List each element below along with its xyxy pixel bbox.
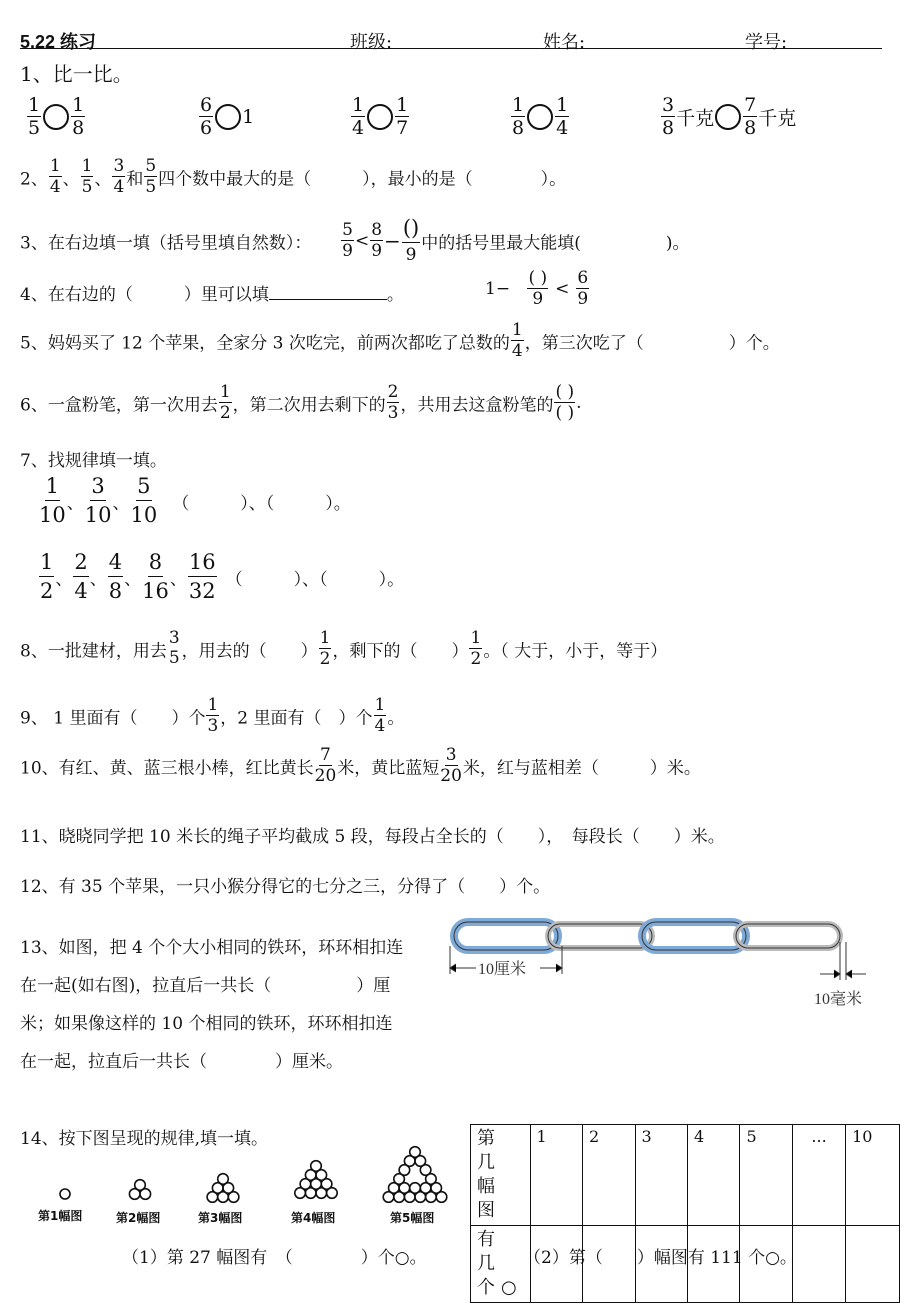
fraction: $\frac{6}{6}$ [200, 94, 213, 139]
q2-question: 2、 $\frac{1}{4}$ 、 $\frac{1}{5}$ 、 $\frac{3}{4}$ 和 $\frac{5}{5}$ 四个数中最大的是（ ），最小的是（ ）。 [20, 156, 567, 197]
compare-circle-blank[interactable] [527, 104, 553, 130]
compare-circle-blank[interactable] [215, 104, 241, 130]
table-cell: ... [792, 1125, 845, 1226]
q1-item-4 [510, 96, 570, 138]
figure-label-4: 第4幅图 [291, 1211, 336, 1225]
q4-question: 4、在右边的（ ）里可以填 。 [20, 285, 404, 305]
q1-item-1 [26, 96, 86, 138]
q7-row-1: $\frac{1}{10}$ 、 $\frac{3}{10}$ 、 $\frac{5}{10}$ （ ）、（ ）。 [39, 474, 351, 527]
compare-circle-blank[interactable] [43, 104, 69, 130]
q12-question: 12、有 35 个苹果，一只小猴分得它的七分之三，分得了（ ）个。 [20, 877, 551, 897]
fraction: $\frac{1}{4}$ [556, 94, 569, 139]
pattern-table [470, 1124, 900, 1303]
thickness-label: 10毫米 [814, 991, 863, 1008]
q7-label: 7、找规律填一填。 [20, 451, 167, 471]
name-label: 姓名: [543, 32, 586, 53]
fraction: $\frac{1}{5}$ [28, 94, 41, 139]
length-label: 10厘米 [478, 961, 527, 978]
q9-question: 9、 1 里面有（ ）个 $\frac{1}{3}$ ，2 里面有（ ）个 $\frac{1}{4}$ 。 [20, 695, 405, 736]
table-cell: 3 [635, 1125, 687, 1226]
fraction: $\frac{1}{8}$ [72, 94, 85, 139]
table-cell: 4 [687, 1125, 739, 1226]
row-header-figure-number: 第几幅图 [471, 1125, 531, 1226]
q14-subquestion-2: （2）第（ ）幅图有 111 个○。 [524, 1248, 797, 1268]
student-id-label: 学号: [745, 32, 788, 53]
fraction: $\frac{1}{7}$ [396, 94, 409, 139]
fraction: $\frac{1}{8}$ [512, 94, 525, 139]
q14-subquestion-1: （1）第 27 幅图有 （ ）个○。 [122, 1248, 427, 1268]
q1-item-2: $\frac{6}{6}$ 1 [200, 94, 255, 139]
ring-4 [736, 924, 840, 948]
header-underline [20, 48, 882, 49]
q13-line-4: 在一起，拉直后一共长（ ）厘米。 [20, 1052, 343, 1072]
q11-question: 11、晓晓同学把 10 米长的绳子平均截成 5 段，每段占全长的（ ）， 每段长（ ）米。 [20, 827, 725, 847]
q1-label: 1、比一比。 [20, 62, 133, 86]
table-row [471, 1125, 900, 1226]
q13-line-2: 在一起(如右图)，拉直后一共长（ ）厘 [20, 976, 391, 996]
worksheet-title: 5.22 练习 [20, 32, 97, 52]
figure-label-1: 第1幅图 [38, 1209, 83, 1223]
q1-item-5: $\frac{3}{8}$ 千克 $\frac{7}{8}$ 千克 [662, 94, 797, 139]
table-cell: 2 [583, 1125, 635, 1226]
q3-question: 3、在右边填一填（括号里填自然数）： $\frac{5}{9}$ < $\frac{8}{9}$ − $\frac{()}{9}$ 中的括号里最大能填( )。 [20, 216, 690, 265]
class-label: 班级: [350, 32, 393, 53]
q6-question: 6、一盒粉笔，第一次用去 $\frac{1}{2}$ ，第二次用去剩下的 $\frac{2}{3}$ ，共用去这盒粉笔的 $\frac{( )}{( )}$ . [20, 382, 582, 423]
q7-row-2: $\frac{1}{2}$ 、 $\frac{2}{4}$ 、 $\frac{4}{8}$ 、 $\frac{8}{16}$ 、 $\frac{16}{32}$ （ ）、（ ）。 [40, 550, 405, 603]
compare-circle-blank[interactable] [715, 104, 741, 130]
table-cell: 5 [740, 1125, 792, 1226]
answer-cell[interactable] [846, 1226, 900, 1303]
q13-line-1: 13、如图，把 4 个个大小相同的铁环，环环相扣连 [20, 938, 404, 958]
ring-2 [548, 924, 652, 948]
table-cell: 1 [530, 1125, 582, 1226]
fraction: $\frac{1}{4}$ [352, 94, 365, 139]
figure-label-5: 第5幅图 [390, 1211, 435, 1225]
answer-cell[interactable] [792, 1226, 845, 1303]
q4-expression: 1− $\frac{( )}{9}$ < $\frac{6}{9}$ [485, 268, 589, 309]
ring-1 [454, 922, 558, 950]
row-header-circle-count: 有几个○ [471, 1226, 531, 1303]
q5-question: 5、妈妈买了 12 个苹果，全家分 3 次吃完，前两次都吃了总数的 $\frac{1}{4}$ ，第三次吃了（ ）个。 [20, 320, 780, 361]
chain-rings-figure [448, 912, 878, 1022]
ring-3 [642, 922, 746, 950]
q13-line-3: 米；如果像这样的 10 个相同的铁环，环环相扣连 [20, 1014, 393, 1034]
answer-underline[interactable] [269, 283, 387, 300]
figure-label-3: 第3幅图 [198, 1211, 243, 1225]
table-cell: 10 [846, 1125, 900, 1226]
fraction: $\frac{7}{8}$ [744, 94, 757, 139]
compare-circle-blank[interactable] [367, 104, 393, 130]
q8-question: 8、一批建材，用去 3 5 ，用去的（ ） $\frac{1}{2}$ ，剩下的（ ） $\frac{1}{2}$ 。（ 大于，小于，等于） [20, 628, 668, 669]
q10-question: 10、有红、黄、蓝三根小棒，红比黄长 $\frac{7}{20}$ 米，黄比蓝短 $\frac{3}{20}$ 米，红与蓝相差（ ）米。 [20, 745, 701, 786]
figure-label-2: 第2幅图 [116, 1211, 161, 1225]
q1-item-3 [350, 96, 410, 138]
fraction: $\frac{3}{8}$ [662, 94, 675, 139]
q14-label: 14、按下图呈现的规律,填一填。 [20, 1129, 269, 1149]
circle-pattern-figures [30, 1142, 450, 1234]
